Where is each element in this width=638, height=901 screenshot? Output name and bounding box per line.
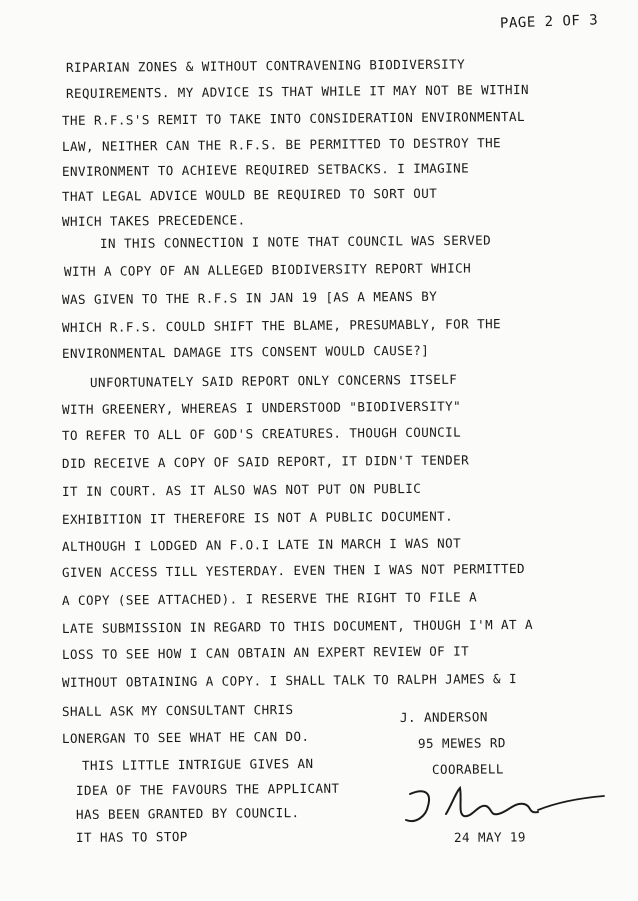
closing-line-4: IDEA OF THE FAVOURS THE APPLICANT [75,780,340,798]
body-line-24: WITHOUT OBTAINING A COPY. I SHALL TALK TO RALPH JAMES & I [61,671,518,690]
body-line-13: UNFORTUNATELY SAID REPORT ONLY CONCERNS ITSELF [89,371,458,390]
signature [398,784,608,832]
body-line-16: DID RECEIVE A COPY OF SAID REPORT, IT DIDN'T TENDER [61,452,470,471]
body-line-2: REQUIREMENTS. MY ADVICE IS THAT WHILE IT MAY NOT BE WITHIN [65,81,530,101]
body-line-5: ENVIRONMENT TO ACHIEVE REQUIRED SETBACKS. I IMAGINE [61,160,470,179]
body-line-1: RIPARIAN ZONES & WITHOUT CONTRAVENING BIODIVERSITY [65,56,466,75]
body-line-9: WITH A COPY OF AN ALLEGED BIODIVERSITY REPORT WHICH [63,260,472,279]
body-line-19: ALTHOUGH I LODGED AN F.O.I LATE IN MARCH I WAS NOT [61,535,462,554]
closing-line-3: THIS LITTLE INTRIGUE GIVES AN [81,755,314,773]
body-line-12: ENVIRONMENTAL DAMAGE ITS CONSENT WOULD CAUSE?] [61,342,430,361]
closing-line-2: LONERGAN TO SEE WHAT HE CAN DO. [61,728,310,746]
body-line-17: IT IN COURT. AS IT ALSO WAS NOT PUT ON PUBLIC [61,480,422,499]
body-line-4: LAW, NEITHER CAN THE R.F.S. BE PERMITTED TO DESTROY THE [61,135,502,154]
sender-date: 24 MAY 19 [453,829,526,845]
sender-street: 95 MEWES RD [417,735,506,751]
sender-suburb: COORABELL [431,761,504,777]
body-line-23: LOSS TO SEE HOW I CAN OBTAIN AN EXPERT REVIEW OF IT [61,643,470,662]
sender-name: J. ANDERSON [399,709,488,725]
closing-line-1: SHALL ASK MY CONSULTANT CHRIS [61,701,294,719]
body-line-6: THAT LEGAL ADVICE WOULD BE REQUIRED TO SORT OUT [61,185,438,204]
closing-line-6: IT HAS TO STOP [75,829,188,845]
body-line-10: WAS GIVEN TO THE R.F.S IN JAN 19 [AS A MEANS BY [61,288,438,307]
body-line-8: IN THIS CONNECTION I NOTE THAT COUNCIL WAS SERVED [99,232,492,251]
body-line-14: WITH GREENERY, WHEREAS I UNDERSTOOD "BIODIVERSITY" [61,398,462,417]
body-line-3: THE R.F.S'S REMIT TO TAKE INTO CONSIDERATION ENVIRONMENTAL [61,108,526,128]
body-line-18: EXHIBITION IT THEREFORE IS NOT A PUBLIC DOCUMENT. [61,508,454,527]
body-line-15: TO REFER TO ALL OF GOD'S CREATURES. THOUGH COUNCIL [61,424,462,443]
body-line-20: GIVEN ACCESS TILL YESTERDAY. EVEN THEN I WAS NOT PERMITTED [61,560,526,580]
body-line-11: WHICH R.F.S. COULD SHIFT THE BLAME, PRESUMABLY, FOR THE [61,316,502,335]
closing-line-5: HAS BEEN GRANTED BY COUNCIL. [75,805,300,822]
body-line-21: A COPY (SEE ATTACHED). I RESERVE THE RIGHT TO FILE A [61,589,478,608]
page-number: PAGE 2 OF 3 [499,12,599,32]
body-line-7: WHICH TAKES PRECEDENCE. [61,212,246,229]
body-line-22: LATE SUBMISSION IN REGARD TO THIS DOCUMENT, THOUGH I'M AT A [61,616,534,636]
